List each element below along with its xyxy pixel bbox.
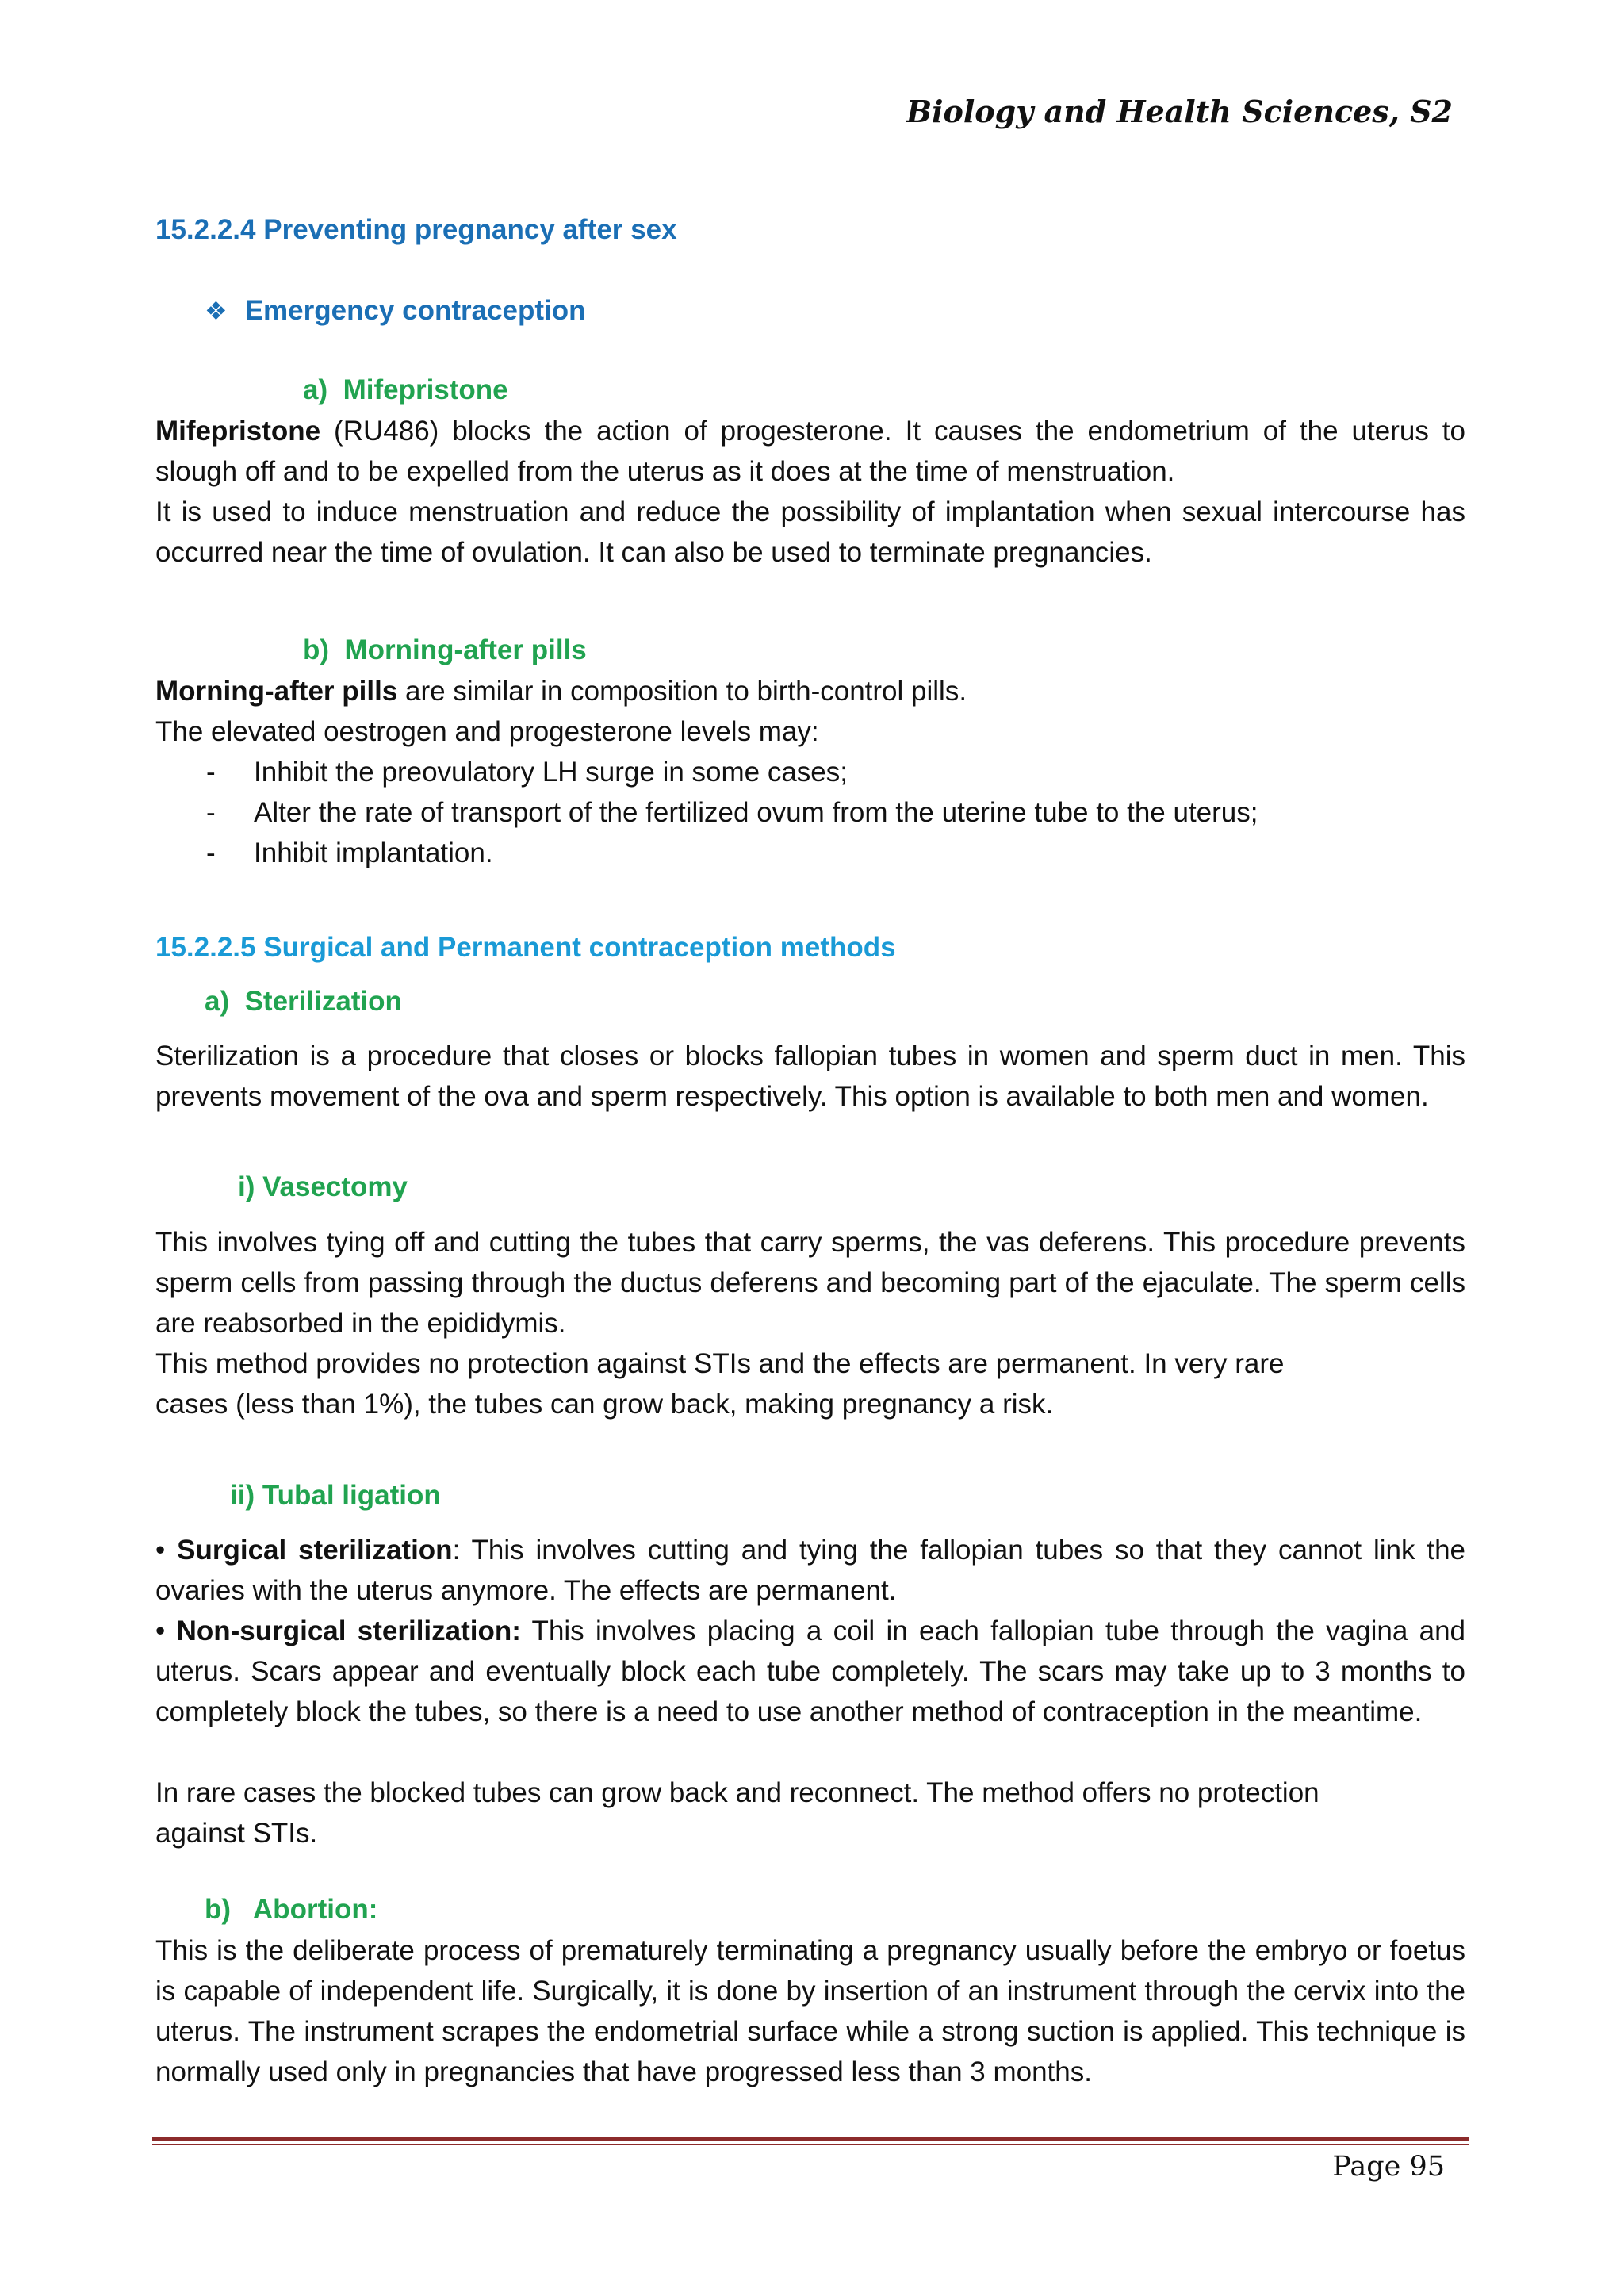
running-header: Biology and Health Sciences, S2	[906, 94, 1453, 129]
heading-mifepristone: a) Mifepristone	[303, 374, 508, 405]
paragraph-morning-after-definition: Morning-after pills are similar in composition to birth-control pills.	[155, 676, 967, 707]
section-heading-15-2-2-5: 15.2.2.5 Surgical and Permanent contraception methods	[155, 932, 896, 963]
paragraph-surgical-sterilization: • Surgical sterilization: This involves cutting and tying the fallopian tubes so that they cannot link the ovaries with the uterus anymore. The effects are permanent.	[155, 1535, 1465, 1606]
paragraph-vasectomy-risks: This method provides no protection against STIs and the effects are permanent. In very rare cases (less than 1%), the tubes can grow back, making pregnancy a risk.	[155, 1348, 1285, 1420]
paragraph-abortion: This is the deliberate process of prematurely terminating a pregnancy usually before the embryo or foetus is capable of independent life. Surgically, it is done by insertion of an instrument through the cervix into the uterus. The instrument scrapes the endometrial surface while a strong suction is applied. This technique is normally used only in pregnancies that have progressed less than 3 months.	[155, 1935, 1465, 2087]
subheading-label: Emergency contraception	[244, 295, 586, 326]
paragraph-mifepristone-definition: Mifepristone (RU486) blocks the action of progesterone. It causes the endometrium of the uterus to slough off and to be expelled from the uterus as it does at the time of menstruation.	[155, 416, 1465, 487]
diamond-bullet-icon: ❖	[205, 297, 228, 325]
term-morning-after-pills: Morning-after pills	[155, 676, 398, 707]
paragraph-mifepristone-use: It is used to induce menstruation and reduce the possibility of implantation when sexual intercourse has occurred near the time of ovulation. It can also be used to terminate pregnancies.	[155, 496, 1465, 568]
heading-tubal-ligation: ii) Tubal ligation	[230, 1480, 441, 1511]
paragraph-vasectomy: This involves tying off and cutting the tubes that carry sperms, the vas deferens. This procedure prevents sperm cells from passing through the ductus deferens and becoming part of the ejaculate. The sperm cells are reabsorbed in the epididymis.	[155, 1227, 1465, 1339]
footer-rule	[152, 2137, 1469, 2141]
page-number: Page 95	[1332, 2151, 1445, 2183]
paragraph-hormone-effects-intro: The elevated oestrogen and progesterone levels may:	[155, 716, 819, 747]
bullet-icon: •	[155, 1535, 166, 1566]
subheading-emergency-contraception	[205, 295, 1465, 327]
heading-abortion: b) Abortion:	[205, 1894, 378, 1925]
heading-vasectomy: i) Vasectomy	[238, 1171, 408, 1202]
term-non-surgical-sterilization: Non-surgical sterilization:	[176, 1616, 521, 1646]
section-heading-15-2-2-4: 15.2.2.4 Preventing pregnancy after sex	[155, 214, 677, 245]
paragraph-non-surgical-sterilization: • Non-surgical sterilization: This involves placing a coil in each fallopian tube through the vagina and uterus. Scars appear and eventually block each tube completely. The scars may take up to 3 months to completely block the tubes, so there is a need to use another method of contraception in the meantime.	[155, 1616, 1465, 1727]
term-surgical-sterilization: Surgical sterilization	[177, 1535, 453, 1566]
term-mifepristone: Mifepristone	[155, 416, 321, 447]
footer-rule-thin	[152, 2144, 1469, 2145]
paragraph-tubal-ligation-risks: In rare cases the blocked tubes can grow back and reconnect. The method offers no protection against STIs.	[155, 1777, 1320, 1849]
paragraph-sterilization: Sterilization is a procedure that closes or blocks fallopian tubes in women and sperm duct in men. This prevents movement of the ova and sperm respectively. This option is available to both men and women.	[155, 1041, 1465, 1112]
bullet-icon: •	[155, 1616, 166, 1646]
heading-morning-after-pills: b) Morning-after pills	[303, 634, 587, 665]
heading-sterilization: a) Sterilization	[205, 986, 402, 1017]
